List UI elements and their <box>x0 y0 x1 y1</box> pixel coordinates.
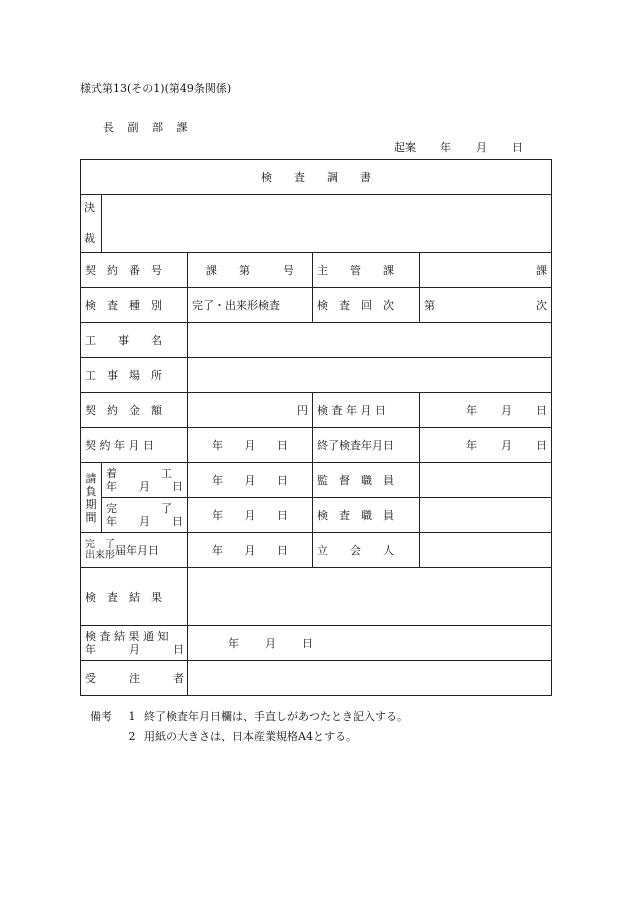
complete-date-field[interactable] <box>188 498 313 533</box>
contract-number-value[interactable]: 課 第 号 <box>188 253 313 288</box>
count-suffix: 次 <box>536 299 548 312</box>
month-unit: 月 <box>265 637 276 650</box>
result-notice-field[interactable] <box>188 626 552 661</box>
inspection-staff-field[interactable] <box>420 498 552 533</box>
inspection-type-value[interactable]: 完了・出来形検査 <box>188 288 313 323</box>
complete-label <box>102 498 188 533</box>
complete-label-bottom: 年 月 日 <box>106 515 183 528</box>
contract-number-label: 契 約 番 号 <box>81 253 188 288</box>
note-item <box>90 707 408 727</box>
year-unit: 年 <box>212 544 223 557</box>
form-title: 様式第13(その1)(第49条関係) <box>80 82 232 95</box>
start-label <box>102 463 188 498</box>
month-unit: 月 <box>501 404 512 417</box>
count-prefix: 第 <box>424 299 435 312</box>
month-unit: 月 <box>501 439 512 452</box>
result-notice-label <box>81 626 188 661</box>
inspection-staff-label: 検 査 職 員 <box>313 498 420 533</box>
result-notice-label-bottom: 年 月 日 <box>85 643 184 656</box>
note-text: 終了検査年月日欄は、手直しがあつたとき記入する。 <box>144 710 408 723</box>
contractor-field[interactable] <box>188 661 552 696</box>
end-inspection-date-label: 終了検査年月日 <box>313 428 420 463</box>
notice-label-bottom: 出来形 <box>85 550 115 561</box>
note-number: 2 <box>128 730 136 743</box>
start-date-field[interactable] <box>188 463 313 498</box>
supervisor-value[interactable]: 課 <box>420 253 552 288</box>
notice-label-suffix: 届年月日 <box>115 544 159 557</box>
drafting-day: 日 <box>512 141 523 154</box>
inspection-table <box>80 159 552 696</box>
supervising-staff-label: 監 督 職 員 <box>313 463 420 498</box>
month-unit: 月 <box>244 439 256 452</box>
work-name-label: 工 事 名 <box>81 323 188 358</box>
day-unit: 日 <box>277 439 288 452</box>
drafting-year: 年 <box>440 141 451 154</box>
month-unit: 月 <box>244 474 256 487</box>
contract-period-label <box>81 463 102 533</box>
result-field[interactable] <box>188 568 552 626</box>
contract-date-field[interactable] <box>188 428 313 463</box>
note-number: 1 <box>128 710 136 723</box>
work-name-field[interactable] <box>188 323 552 358</box>
start-label-bottom: 年 月 日 <box>106 480 183 493</box>
month-unit: 月 <box>244 509 256 522</box>
month-unit: 月 <box>244 544 256 557</box>
year-unit: 年 <box>212 509 223 522</box>
year-unit: 年 <box>228 637 239 650</box>
notice-label-top: 完 了 <box>85 539 115 550</box>
year-unit: 年 <box>212 474 223 487</box>
work-place-label: 工 事 場 所 <box>81 358 188 393</box>
year-unit: 年 <box>466 439 477 452</box>
drafting-date <box>394 139 523 155</box>
inspection-date-label: 検 査 年 月 日 <box>313 393 420 428</box>
day-unit: 日 <box>277 509 288 522</box>
inspection-date-field[interactable] <box>420 393 552 428</box>
contract-amount-field[interactable] <box>188 393 313 428</box>
note-item <box>90 727 408 747</box>
day-unit: 日 <box>302 637 313 650</box>
supervising-staff-field[interactable] <box>420 463 552 498</box>
decision-label-cell <box>81 195 102 253</box>
year-unit: 年 <box>466 404 477 417</box>
inspection-type-label: 検 査 種 別 <box>81 288 188 323</box>
yen-unit: 円 <box>297 404 308 417</box>
decision-label-1: 決 <box>84 201 95 214</box>
work-place-field[interactable] <box>188 358 552 393</box>
notice-date-label <box>81 533 188 568</box>
supervisor-label: 主 管 課 <box>313 253 420 288</box>
decision-label-2: 裁 <box>84 232 95 245</box>
contract-date-label: 契 約 年 月 日 <box>81 428 188 463</box>
end-inspection-date-field[interactable] <box>420 428 552 463</box>
witness-field[interactable] <box>420 533 552 568</box>
inspection-count-value[interactable] <box>420 288 552 323</box>
day-unit: 日 <box>277 544 288 557</box>
result-notice-label-top: 検 査 結 果 通 知 <box>85 630 169 643</box>
witness-label: 立 会 人 <box>313 533 420 568</box>
complete-label-top: 完 了 <box>106 502 172 515</box>
inspection-count-label: 検 査 回 次 <box>313 288 420 323</box>
drafting-month: 月 <box>476 141 487 154</box>
start-label-top: 着 工 <box>106 467 172 480</box>
result-label: 検 査 結 果 <box>81 568 188 626</box>
notes-label: 備考 <box>90 710 112 723</box>
contract-amount-label: 契 約 金 額 <box>81 393 188 428</box>
table-title: 検 査 調 書 <box>81 160 552 195</box>
day-unit: 日 <box>277 474 288 487</box>
day-unit: 日 <box>536 404 547 417</box>
year-unit: 年 <box>212 439 223 452</box>
drafting-label: 起案 <box>394 141 416 154</box>
contract-period-text: 請負期間 <box>85 471 97 524</box>
day-unit: 日 <box>536 439 547 452</box>
notes <box>90 707 408 747</box>
notice-date-field[interactable] <box>188 533 313 568</box>
note-text: 用紙の大きさは、日本産業規格A4とする。 <box>144 730 357 743</box>
decision-field[interactable] <box>102 195 552 253</box>
approval-roles: 長 副 部 課 <box>103 121 188 134</box>
contractor-label: 受 注 者 <box>81 661 188 696</box>
